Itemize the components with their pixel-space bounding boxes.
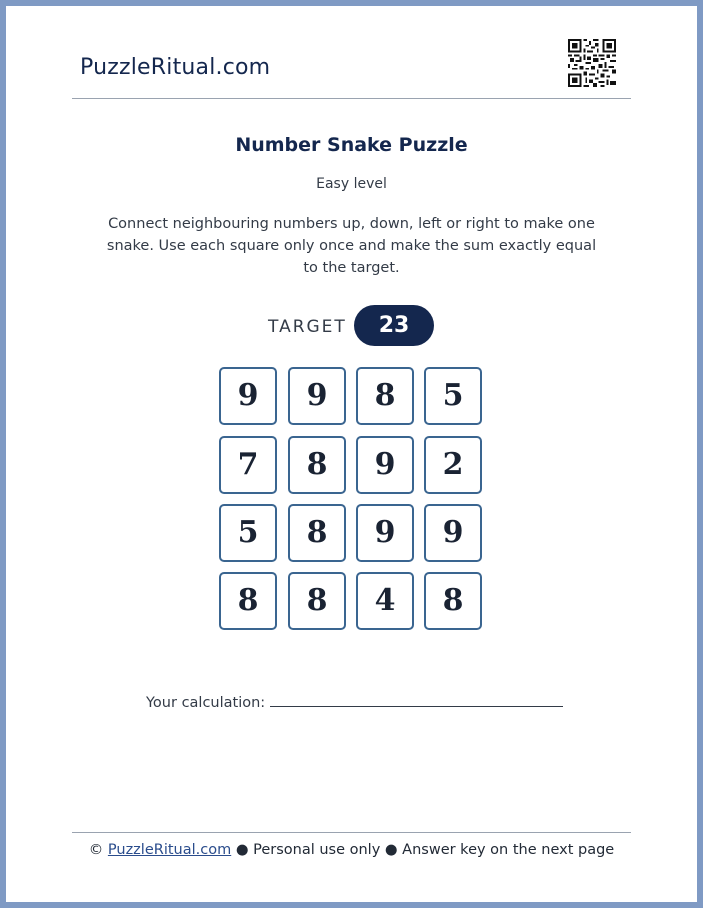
grid-cell[interactable]: 8 [219,572,277,630]
grid-cell[interactable]: 9 [288,367,346,425]
puzzle-title: Number Snake Puzzle [235,134,468,156]
grid-cell[interactable]: 9 [356,436,414,494]
target-value-badge: 23 [354,305,434,346]
instructions-text: Connect neighbouring numbers up, down, left or right to make one snake. Use each square only once and make the sum exactly equal to the target. [106,216,597,276]
grid-cell[interactable]: 9 [424,504,482,562]
calculation-answer-line[interactable] [270,692,563,707]
grid-cell[interactable]: 9 [356,504,414,562]
difficulty-level: Easy level [316,176,387,192]
number-grid [219,367,486,634]
grid-cell[interactable]: 5 [219,504,277,562]
footer-site-link[interactable]: PuzzleRitual.com [107,842,232,858]
brand-title: PuzzleRitual.com [80,55,271,80]
grid-cell[interactable]: 9 [219,367,277,425]
bullet-separator: ● [235,842,249,858]
grid-cell[interactable]: 8 [424,572,482,630]
grid-cell[interactable]: 8 [356,367,414,425]
grid-cell[interactable]: 5 [424,367,482,425]
grid-cell[interactable]: 8 [288,504,346,562]
copyright-symbol: © [88,842,104,858]
grid-cell[interactable]: 8 [288,436,346,494]
header-divider [72,98,631,99]
personal-use-text: Personal use only [253,842,381,858]
grid-cell[interactable]: 7 [219,436,277,494]
footer [0,842,703,858]
grid-cell[interactable]: 8 [288,572,346,630]
target-label: TARGET [268,317,347,337]
footer-divider [72,832,631,833]
qr-code-icon [568,39,616,87]
grid-cell[interactable]: 2 [424,436,482,494]
grid-cell[interactable]: 4 [356,572,414,630]
calculation-label: Your calculation: [146,695,266,711]
calculation-row [146,692,563,711]
answer-key-text: Answer key on the next page [402,842,615,858]
bullet-separator: ● [384,842,398,858]
